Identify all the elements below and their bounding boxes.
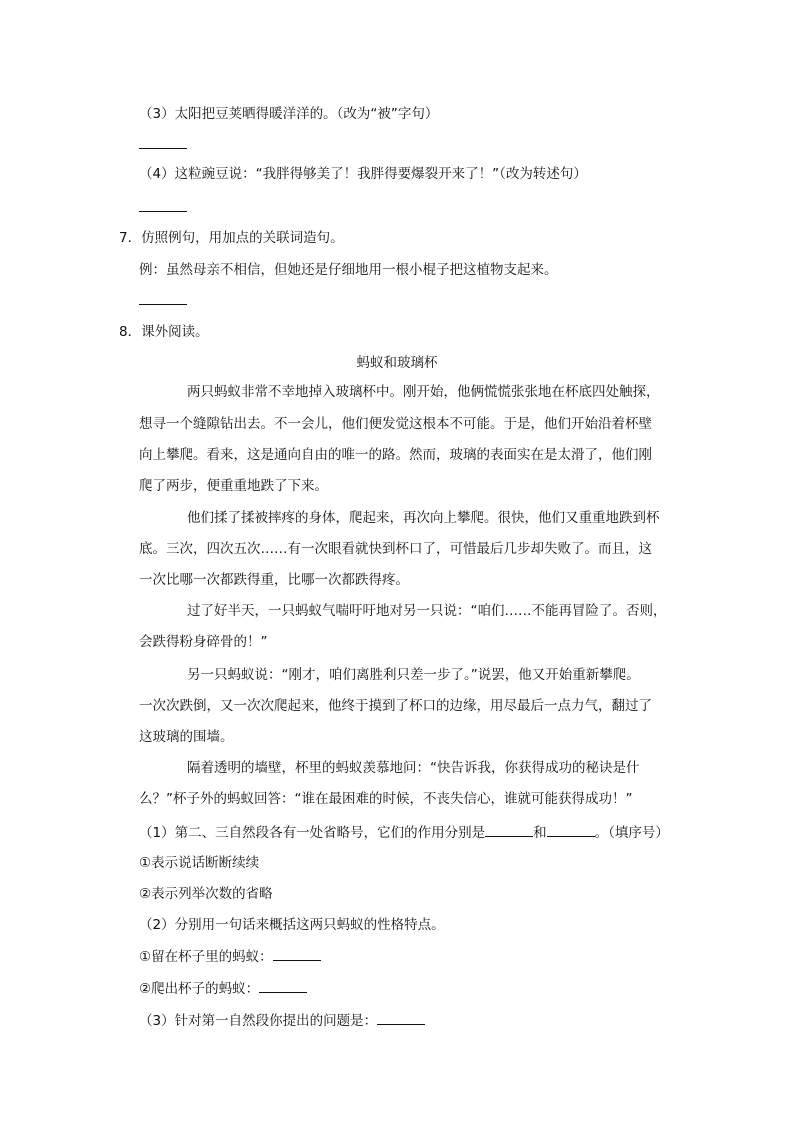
option-1: ①表示说话断断续续	[139, 855, 260, 871]
q8-sub2-a	[139, 946, 321, 967]
passage-line: 底。三次，四次五次……有一次眼看就快到杯口了，可惜最后几步却失败了。而且，这	[139, 541, 652, 557]
sub1-text-b: 和	[533, 825, 547, 841]
answer-blank[interactable]	[259, 978, 307, 993]
passage-line: 隔着透明的墙壁，杯里的蚂蚁羡慕地问：“快告诉我，你获得成功的秘诀是什	[187, 760, 640, 776]
passage-line: 这玻璃的围墙。	[139, 729, 234, 745]
passage-line: 想寻一个缝隙钻出去。不一会儿，他们便发觉这根本不可能。于是，他们开始沿着杯壁	[139, 416, 652, 432]
passage-line: 会跌得粉身碎骨的！”	[139, 634, 268, 650]
answer-blank[interactable]	[547, 822, 595, 837]
answer-blank[interactable]	[139, 134, 187, 155]
q8-stem: 8．课外阅读。	[119, 324, 209, 340]
passage-line: 另一只蚂蚁说：“刚才，咱们离胜利只差一步了。”说罢，他又开始重新攀爬。	[187, 667, 640, 683]
option-2: ②表示列举次数的省略	[139, 886, 273, 902]
q6-item4: （4）这粒豌豆说：“我胖得够美了！我胖得要爆裂开来了！”（改为转述句）	[139, 166, 587, 182]
sub1-text-a: （1）第二、三自然段各有一处省略号，它们的作用分别是	[139, 825, 486, 841]
answer-blank[interactable]	[139, 197, 187, 218]
q7-example: 例：虽然母亲不相信，但她还是仔细地用一根小棍子把这植物支起来。	[139, 262, 558, 278]
q8-sub2-b	[139, 978, 307, 999]
passage-line: 两只蚂蚁非常不幸地掉入玻璃杯中。刚开始，他俩慌慌张张地在杯底四处触探，	[187, 384, 660, 400]
answer-blank[interactable]	[139, 290, 187, 311]
sub1-text-c: 。（填序号）	[594, 825, 669, 841]
q8-sub3	[139, 1010, 425, 1031]
passage-line: 么？”杯子外的蚂蚁回答：“谁在最困难的时候，不丧失信心，谁就可能获得成功！”	[139, 791, 633, 807]
answer-blank[interactable]	[377, 1010, 425, 1025]
sub2-b-label: ②爬出杯子的蚂蚁：	[139, 981, 260, 997]
answer-blank[interactable]	[485, 822, 533, 837]
passage-line: 他们揉了揉被摔疼的身体，爬起来，再次向上攀爬。很快，他们又重重地跌到杯	[187, 510, 660, 526]
sub2-a-label: ①留在杯子里的蚂蚁：	[139, 949, 273, 965]
passage-line: 一次次跌倒，又一次次爬起来，他终于摸到了杯口的边缘，用尽最后一点力气，翻过了	[139, 698, 652, 714]
passage-line: 一次比哪一次都跌得重，比哪一次都跌得疼。	[139, 572, 409, 588]
passage-line: 过了好半天，一只蚂蚁气喘吁吁地对另一只说：“咱们……不能再冒险了。否则，	[187, 603, 667, 619]
q7-stem: 7．仿照例句，用加点的关联词造句。	[119, 230, 344, 246]
passage-title: 蚂蚁和玻璃杯	[356, 355, 438, 371]
q8-sub2: （2）分别用一句话来概括这两只蚂蚁的性格特点。	[139, 917, 445, 933]
q8-sub1	[139, 822, 669, 843]
q6-item3: （3）太阳把豆荚晒得暖洋洋的。（改为“被”字句）	[139, 106, 439, 122]
passage-line: 爬了两步，便重重地跌了下来。	[139, 478, 328, 494]
answer-blank[interactable]	[273, 946, 321, 961]
passage-line: 向上攀爬。看来，这是通向自由的唯一的路。然而，玻璃的表面实在是太滑了，他们刚	[139, 447, 652, 463]
sub3-label: （3）针对第一自然段你提出的问题是：	[139, 1013, 378, 1029]
